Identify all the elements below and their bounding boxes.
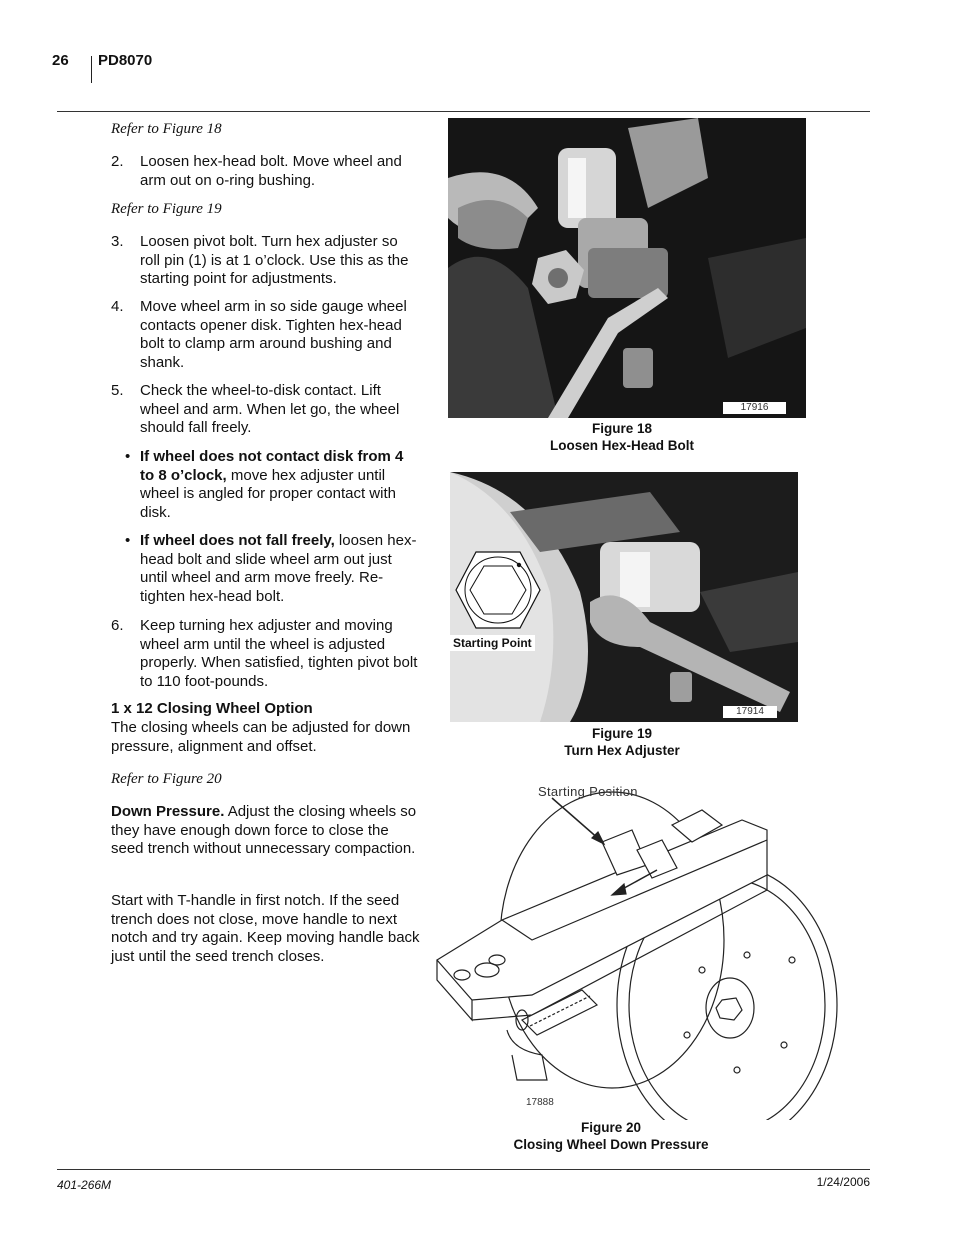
hex-head-bolt-photo <box>448 118 806 418</box>
down-pressure-paragraph <box>111 803 421 859</box>
section-title: 1 x 12 Closing Wheel Option <box>111 700 313 717</box>
figure-19-title: Turn Hex Adjuster <box>564 743 680 758</box>
footer-rule <box>57 1169 870 1170</box>
step-text: Keep turning hex adjuster and moving wheel arm until the wheel is adjusted properly. When satisfied, tighten pivot bolt to 110 foot-pounds. <box>140 617 418 690</box>
step-3 <box>111 233 421 289</box>
bullet-body: loosen hex-head bolt and slide wheel arm out just until wheel and arm move freely. Re-tighten hex-head bolt. <box>140 532 417 605</box>
bullet-lead: If wheel does not fall freely, <box>140 532 335 549</box>
step-text: Loosen pivot bolt. Turn hex adjuster so roll pin (1) is at 1 o’clock. Use this as the starting point for adjustments. <box>140 233 409 288</box>
ref-figure-20: Refer to Figure 20 <box>111 771 222 787</box>
down-pressure-lead: Down Pressure. <box>111 803 225 820</box>
starting-position-callout: Starting Position <box>538 784 638 799</box>
section-intro: The closing wheels can be adjusted for down pressure, alignment and offset. <box>111 719 411 755</box>
figure-20-drawing <box>412 780 842 1120</box>
step-number: 2. <box>111 153 124 170</box>
figure-20-label: Figure 20 <box>580 1120 642 1135</box>
step-4 <box>111 298 421 372</box>
figure-19-photo <box>450 472 798 722</box>
figure-18-title: Loosen Hex-Head Bolt <box>549 438 695 453</box>
header-divider <box>91 56 92 83</box>
bullet-not-fall-freely <box>125 532 421 606</box>
step-text: Check the wheel-to-disk contact. Lift wheel and arm. When let go, the wheel should fall freely. <box>140 382 400 437</box>
step-number: 3. <box>111 233 124 250</box>
step-text: Loosen hex-head bolt. Move wheel and arm out on o-ring bushing. <box>140 153 402 189</box>
down-pressure-body: Adjust the closing wheels so they have enough down force to close the seed trench without unnecessary compaction. <box>111 803 417 858</box>
figure-20-title: Closing Wheel Down Pressure <box>513 1137 709 1152</box>
bullet-dot: • <box>125 532 131 549</box>
doc-number: 401-266M <box>57 1178 112 1192</box>
step-2 <box>111 153 421 190</box>
step-number: 4. <box>111 298 124 315</box>
hex-adjuster-diagram-icon <box>455 547 541 633</box>
closing-wheel-diagram <box>412 780 842 1120</box>
figure-18-photo <box>448 118 806 418</box>
figure-18-id: 17916 <box>723 402 786 414</box>
figure-18-label: Figure 18 <box>591 421 653 436</box>
figure-19-label: Figure 19 <box>591 726 653 741</box>
ref-figure-18: Refer to Figure 18 <box>111 121 222 137</box>
tip-paragraph: Start with T-handle in first notch. If the seed trench does not close, move handle to next notch and try again. Keep moving handle back just until the seed trench closes. <box>111 892 420 965</box>
bullet-lead: If wheel does not contact disk from 4 to 8 o’clock, <box>140 448 404 484</box>
bullet-no-contact <box>125 448 421 522</box>
doc-date: 1/24/2006 <box>816 1175 870 1189</box>
figure-19-id: 17914 <box>723 706 777 718</box>
bullet-text <box>140 448 421 522</box>
step-number: 6. <box>111 617 124 634</box>
bullet-dot: • <box>125 448 131 465</box>
bullet-text <box>140 532 421 606</box>
page-number: 26 <box>52 52 69 69</box>
starting-point-callout: Starting Point <box>450 635 535 651</box>
step-number: 5. <box>111 382 124 399</box>
bullet-body: move hex adjuster until wheel is angled for proper contact with disk. <box>140 466 396 521</box>
figure-20-id: 17888 <box>526 1097 554 1108</box>
step-5 <box>111 382 421 438</box>
ref-figure-19: Refer to Figure 19 <box>111 201 222 217</box>
model-name: PD8070 <box>98 52 153 69</box>
step-text: Move wheel arm in so side gauge wheel contacts opener disk. Tighten hex-head bolt to clamp arm around bushing and shank. <box>140 298 407 371</box>
header-rule <box>57 111 870 112</box>
step-6 <box>111 617 421 691</box>
